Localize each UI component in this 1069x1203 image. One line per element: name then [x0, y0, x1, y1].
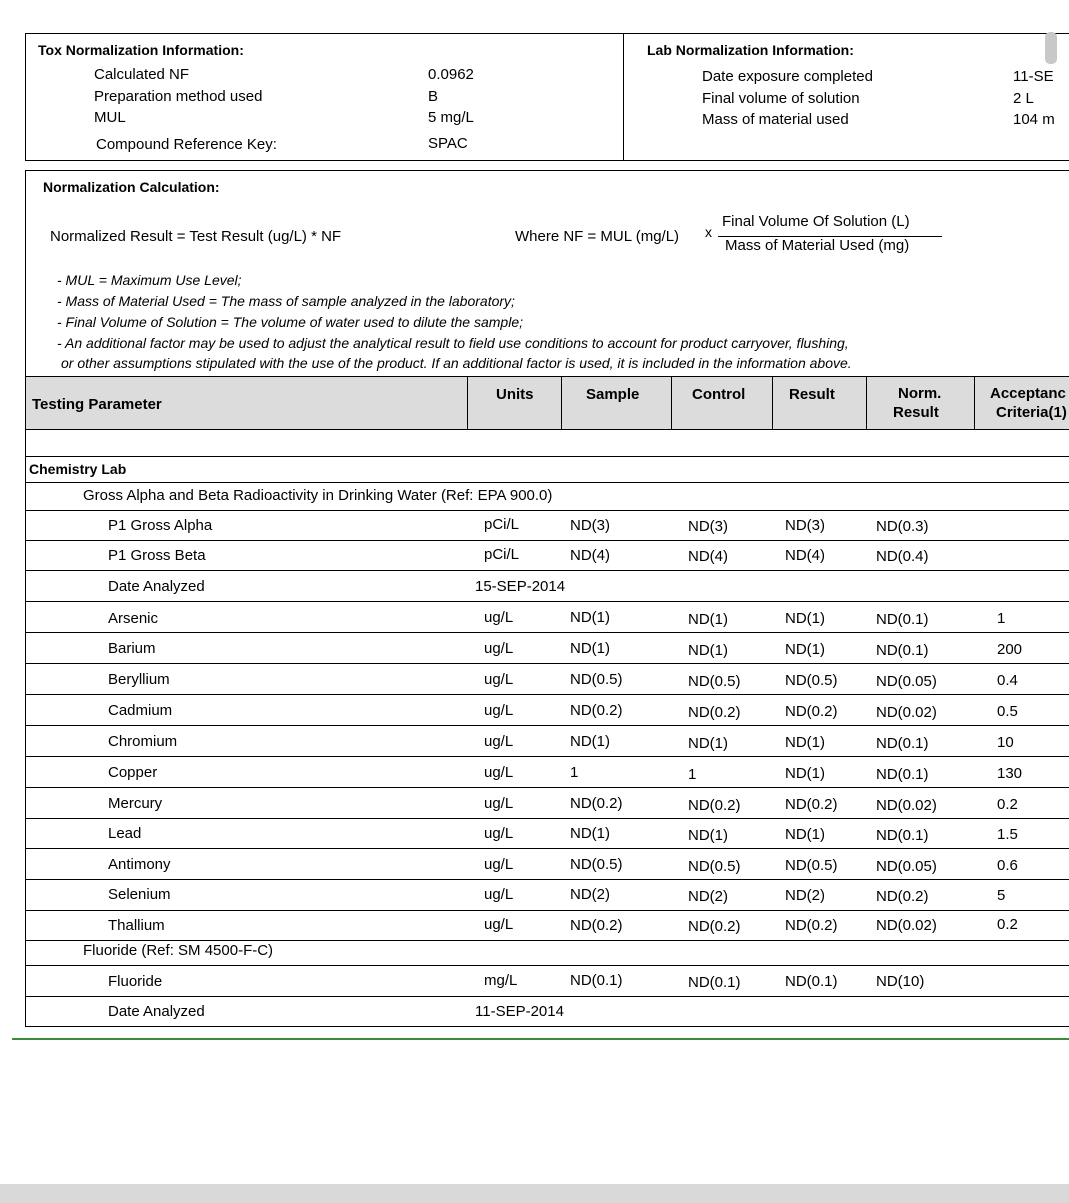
param-units: ug/L [484, 671, 514, 688]
param-result: ND(0.2) [785, 796, 838, 813]
param-norm-result: ND(0.02) [876, 797, 937, 814]
header-testing-parameter: Testing Parameter [32, 396, 162, 413]
param-name: Mercury [108, 795, 163, 812]
param-name: Barium [108, 640, 156, 657]
param-control: ND(1) [688, 735, 728, 752]
param-norm-result: ND(0.02) [876, 704, 937, 721]
col-divider [974, 376, 975, 430]
param-result: ND(3) [785, 517, 825, 534]
param-sample: ND(0.2) [570, 702, 623, 719]
param-name: Cadmium [108, 702, 173, 719]
info-box-divider [623, 33, 624, 160]
param-result: ND(1) [785, 610, 825, 627]
param-norm-result: ND(0.1) [876, 766, 929, 783]
header-result: Result [789, 386, 835, 403]
param-result: ND(0.1) [785, 973, 838, 990]
param-acceptance: 0.6 [997, 857, 1018, 874]
param-control: ND(1) [688, 642, 728, 659]
param-result: ND(1) [785, 641, 825, 658]
param-name: Selenium [108, 886, 171, 903]
lab-label-volume: Final volume of solution [702, 90, 860, 107]
formula-denominator: Mass of Material Used (mg) [725, 237, 910, 254]
param-control: ND(0.2) [688, 797, 741, 814]
param-units: ug/L [484, 733, 514, 750]
row-divider [25, 787, 1069, 788]
note-volume: - Final Volume of Solution = The volume of water used to dilute the sample; [57, 314, 524, 330]
param-name: Arsenic [108, 610, 159, 627]
param-result: ND(1) [785, 765, 825, 782]
param-control: ND(0.2) [688, 918, 741, 935]
param-norm-result: ND(0.1) [876, 611, 929, 628]
row-divider [25, 756, 1069, 757]
param-sample: ND(1) [570, 733, 610, 750]
param-acceptance: 0.4 [997, 672, 1018, 689]
param-units: ug/L [484, 825, 514, 842]
param-result: ND(0.2) [785, 703, 838, 720]
header-acceptance-1: Acceptanc [990, 385, 1066, 402]
param-result: ND(0.5) [785, 857, 838, 874]
row-divider [25, 818, 1069, 819]
param-name: P1 Gross Beta [108, 547, 206, 564]
param-sample: ND(4) [570, 547, 610, 564]
param-acceptance: 5 [997, 887, 1006, 904]
scroll-handle[interactable] [1045, 32, 1057, 64]
formula-where-nf: Where NF = MUL (mg/L) [515, 228, 680, 245]
note-factor-1: - An additional factor may be used to adjust the analytical result to field use conditions to account for product carryover, flushing, [57, 335, 849, 351]
param-units: pCi/L [484, 546, 520, 563]
param-units: ug/L [484, 795, 514, 812]
formula-normalized-result: Normalized Result = Test Result (ug/L) * NF [50, 228, 342, 245]
param-control: ND(0.2) [688, 704, 741, 721]
header-units: Units [496, 386, 534, 403]
param-norm-result: ND(0.1) [876, 735, 929, 752]
param-sample: ND(0.2) [570, 917, 623, 934]
param-norm-result: ND(0.1) [876, 827, 929, 844]
tox-label-prep: Preparation method used [94, 88, 263, 105]
param-norm-result: ND(0.05) [876, 673, 937, 690]
param-control: ND(0.5) [688, 858, 741, 875]
header-control: Control [692, 386, 746, 403]
param-acceptance: 130 [997, 765, 1023, 782]
param-result: ND(1) [785, 826, 825, 843]
param-control: ND(1) [688, 611, 728, 628]
lab-label-date: Date exposure completed [702, 68, 873, 85]
param-units: ug/L [484, 916, 514, 933]
tox-label-key: Compound Reference Key: [96, 136, 277, 153]
param-norm-result: ND(0.4) [876, 548, 929, 565]
param-name: Fluoride [108, 973, 163, 990]
param-sample: ND(1) [570, 640, 610, 657]
param-control: 1 [688, 766, 697, 783]
row-divider [25, 910, 1069, 911]
param-name: Antimony [108, 856, 171, 873]
note-factor-2: or other assumptions stipulated with the use of the product. If an additional factor is used, it is included in the information above. [61, 355, 852, 371]
header-norm-2: Result [893, 404, 939, 421]
header-sample: Sample [586, 386, 640, 403]
page-bottom-bar [0, 1184, 1069, 1203]
param-sample: ND(0.5) [570, 671, 623, 688]
param-units: ug/L [484, 856, 514, 873]
formula-times: x [705, 224, 712, 240]
lab-heading: Lab Normalization Information: [647, 42, 854, 58]
param-acceptance: 0.5 [997, 703, 1018, 720]
param-sample: ND(0.2) [570, 795, 623, 812]
formula-numerator: Final Volume Of Solution (L) [722, 213, 910, 230]
param-result: ND(0.2) [785, 917, 838, 934]
group-fluoride: Fluoride (Ref: SM 4500-F-C) [83, 942, 274, 959]
note-mass: - Mass of Material Used = The mass of sample analyzed in the laboratory; [57, 293, 515, 309]
param-result: ND(2) [785, 887, 825, 904]
tox-heading: Tox Normalization Information: [38, 42, 244, 58]
row-divider [25, 879, 1069, 880]
row-divider [25, 570, 1069, 571]
param-control: ND(0.5) [688, 673, 741, 690]
note-mul: - MUL = Maximum Use Level; [57, 272, 242, 288]
param-acceptance: 0.2 [997, 796, 1018, 813]
param-acceptance: 0.2 [997, 916, 1018, 933]
lab-value-date: 11-SE [1013, 68, 1054, 85]
param-name: Date Analyzed [108, 578, 205, 595]
param-sample: 1 [570, 764, 579, 781]
header-norm-1: Norm. [898, 385, 942, 402]
param-name: Lead [108, 825, 142, 842]
param-control: ND(0.1) [688, 974, 741, 991]
date-analyzed-value: 15-SEP-2014 [475, 578, 566, 595]
row-divider [25, 601, 1069, 602]
param-units: ug/L [484, 640, 514, 657]
param-control: ND(1) [688, 827, 728, 844]
table-bottom-border [25, 1026, 1069, 1027]
row-divider [25, 510, 1069, 511]
param-units: ug/L [484, 609, 514, 626]
param-units: mg/L [484, 972, 518, 989]
param-units: ug/L [484, 702, 514, 719]
tox-value-mul: 5 mg/L [428, 109, 474, 126]
tox-value-nf: 0.0962 [428, 66, 474, 83]
param-norm-result: ND(0.1) [876, 642, 929, 659]
param-norm-result: ND(0.02) [876, 917, 937, 934]
param-sample: ND(3) [570, 517, 610, 534]
param-control: ND(4) [688, 548, 728, 565]
row-divider [25, 482, 1069, 483]
param-acceptance: 10 [997, 734, 1014, 751]
section-chemistry-lab: Chemistry Lab [29, 461, 127, 477]
col-divider [866, 376, 867, 430]
param-control: ND(3) [688, 518, 728, 535]
param-result: ND(0.5) [785, 672, 838, 689]
param-result: ND(1) [785, 734, 825, 751]
tox-value-prep: B [428, 88, 439, 105]
col-divider [772, 376, 773, 430]
param-acceptance: 1 [997, 610, 1006, 627]
row-divider [25, 663, 1069, 664]
date-analyzed-value: 11-SEP-2014 [475, 1003, 564, 1020]
lab-value-volume: 2 L [1013, 90, 1034, 107]
row-divider [25, 632, 1069, 633]
param-acceptance: 1.5 [997, 826, 1018, 843]
col-divider [467, 376, 468, 430]
group-gross-alpha-beta: Gross Alpha and Beta Radioactivity in Drinking Water (Ref: EPA 900.0) [83, 487, 553, 504]
row-divider [25, 694, 1069, 695]
param-norm-result: ND(0.2) [876, 888, 929, 905]
param-sample: ND(0.1) [570, 972, 623, 989]
param-acceptance: 200 [997, 641, 1023, 658]
param-norm-result: ND(0.05) [876, 858, 937, 875]
param-norm-result: ND(0.3) [876, 518, 929, 535]
tox-value-key: SPAC [428, 135, 468, 152]
param-sample: ND(1) [570, 609, 610, 626]
param-control: ND(2) [688, 888, 728, 905]
row-divider [25, 540, 1069, 541]
row-divider [25, 965, 1069, 966]
param-units: ug/L [484, 886, 514, 903]
param-name: Beryllium [108, 671, 170, 688]
param-norm-result: ND(10) [876, 973, 925, 990]
param-sample: ND(2) [570, 886, 610, 903]
table-left-border [25, 428, 26, 1027]
footer-divider [12, 1038, 1069, 1040]
param-name: Copper [108, 764, 158, 781]
tox-label-mul: MUL [94, 109, 126, 126]
row-divider [25, 996, 1069, 997]
param-name: P1 Gross Alpha [108, 517, 213, 534]
param-result: ND(4) [785, 547, 825, 564]
row-divider [25, 725, 1069, 726]
row-divider [25, 848, 1069, 849]
param-sample: ND(1) [570, 825, 610, 842]
row-divider [25, 940, 1069, 941]
param-name: Chromium [108, 733, 178, 750]
col-divider [561, 376, 562, 430]
param-name: Date Analyzed [108, 1003, 205, 1020]
param-units: pCi/L [484, 516, 520, 533]
col-divider [671, 376, 672, 430]
norm-heading: Normalization Calculation: [43, 179, 220, 195]
tox-label-nf: Calculated NF [94, 66, 190, 83]
lab-label-mass: Mass of material used [702, 111, 849, 128]
param-units: ug/L [484, 764, 514, 781]
param-sample: ND(0.5) [570, 856, 623, 873]
param-name: Thallium [108, 917, 165, 934]
header-acceptance-2: Criteria(1) [996, 404, 1067, 421]
lab-value-mass: 104 m [1013, 111, 1055, 128]
row-divider [25, 456, 1069, 457]
